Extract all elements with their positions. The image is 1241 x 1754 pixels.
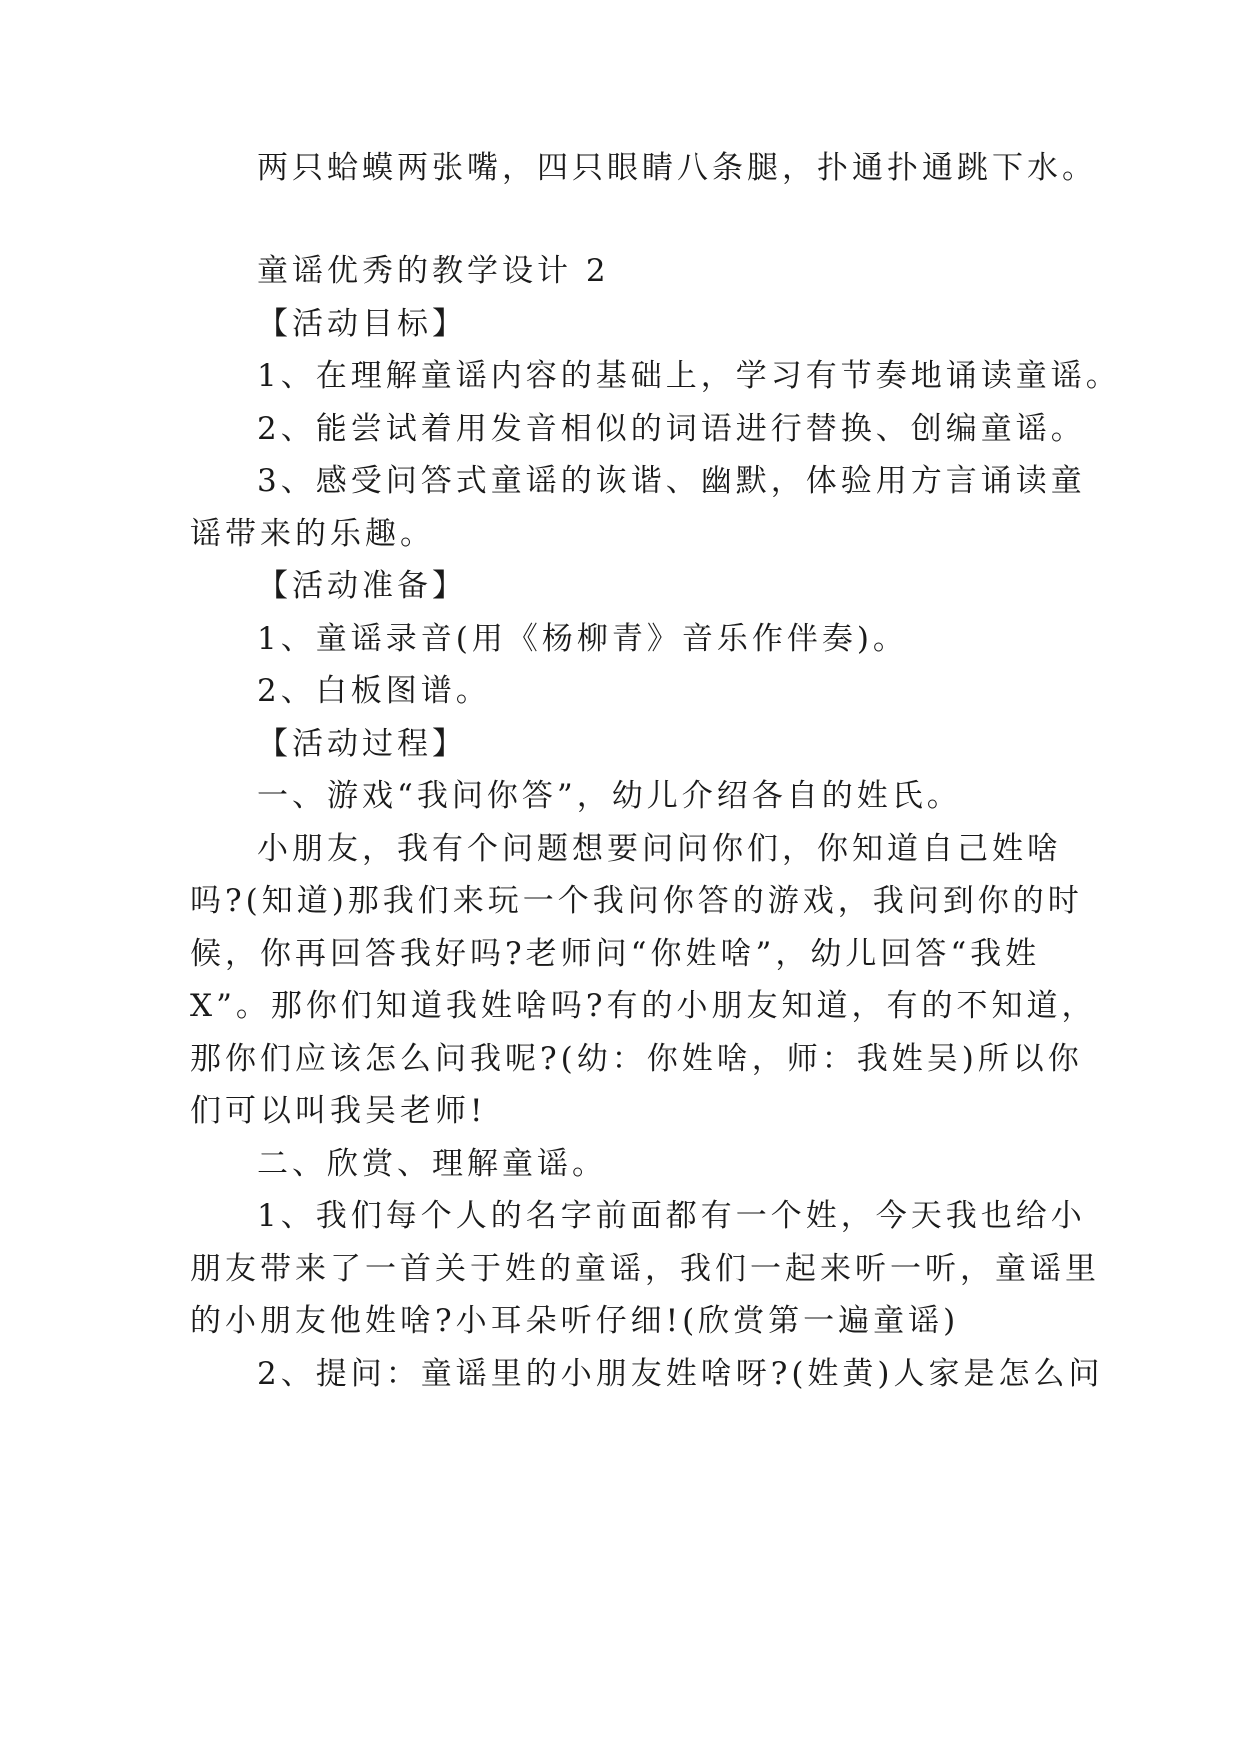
paragraph-line: 的小朋友他姓啥?小耳朵听仔细!(欣赏第一遍童谣) (190, 1303, 960, 1339)
paragraph-line: 们可以叫我吴老师! (190, 1093, 487, 1129)
paragraph-line: 1、在理解童谣内容的基础上，学习有节奏地诵读童谣。 (257, 358, 1121, 394)
paragraph-line: 小朋友，我有个问题想要问问你们，你知道自己姓啥 (257, 831, 1062, 867)
heading-activity-preparation: 【活动准备】 (257, 568, 467, 604)
paragraph-line: 1、童谣录音(用《杨柳青》音乐作伴奏)。 (257, 621, 908, 657)
paragraph-line: X”。那你们知道我姓啥吗?有的小朋友知道，有的不知道， (190, 988, 1097, 1024)
section-title: 童谣优秀的教学设计 2 (257, 253, 610, 289)
paragraph-line: 2、白板图谱。 (257, 673, 491, 709)
paragraph-line: 谣带来的乐趣。 (190, 516, 435, 552)
paragraph-line: 吗?(知道)那我们来玩一个我问你答的游戏，我问到你的时 (190, 883, 1083, 919)
paragraph-line: 2、提问：童谣里的小朋友姓啥呀?(姓黄)人家是怎么问 (257, 1356, 1104, 1392)
paragraph-line: 那你们应该怎么问我呢?(幼：你姓啥，师：我姓吴)所以你 (190, 1041, 1083, 1077)
paragraph-line: 候，你再回答我好吗?老师问“你姓啥”，幼儿回答“我姓 (190, 936, 1041, 972)
heading-activity-process: 【活动过程】 (257, 726, 467, 762)
paragraph-line: 朋友带来了一首关于姓的童谣，我们一起来听一听，童谣里 (190, 1251, 1100, 1287)
heading-activity-goals: 【活动目标】 (257, 306, 467, 342)
paragraph-line: 1、我们每个人的名字前面都有一个姓，今天我也给小 (257, 1198, 1086, 1234)
paragraph-line: 一、游戏“我问你答”，幼儿介绍各自的姓氏。 (257, 778, 962, 814)
verse-line: 两只蛤蟆两张嘴，四只眼睛八条腿，扑通扑通跳下水。 (257, 150, 1097, 186)
paragraph-line: 3、感受问答式童谣的诙谐、幽默，体验用方言诵读童 (257, 463, 1086, 499)
paragraph-line: 2、能尝试着用发音相似的词语进行替换、创编童谣。 (257, 411, 1086, 447)
paragraph-line: 二、欣赏、理解童谣。 (257, 1146, 607, 1182)
